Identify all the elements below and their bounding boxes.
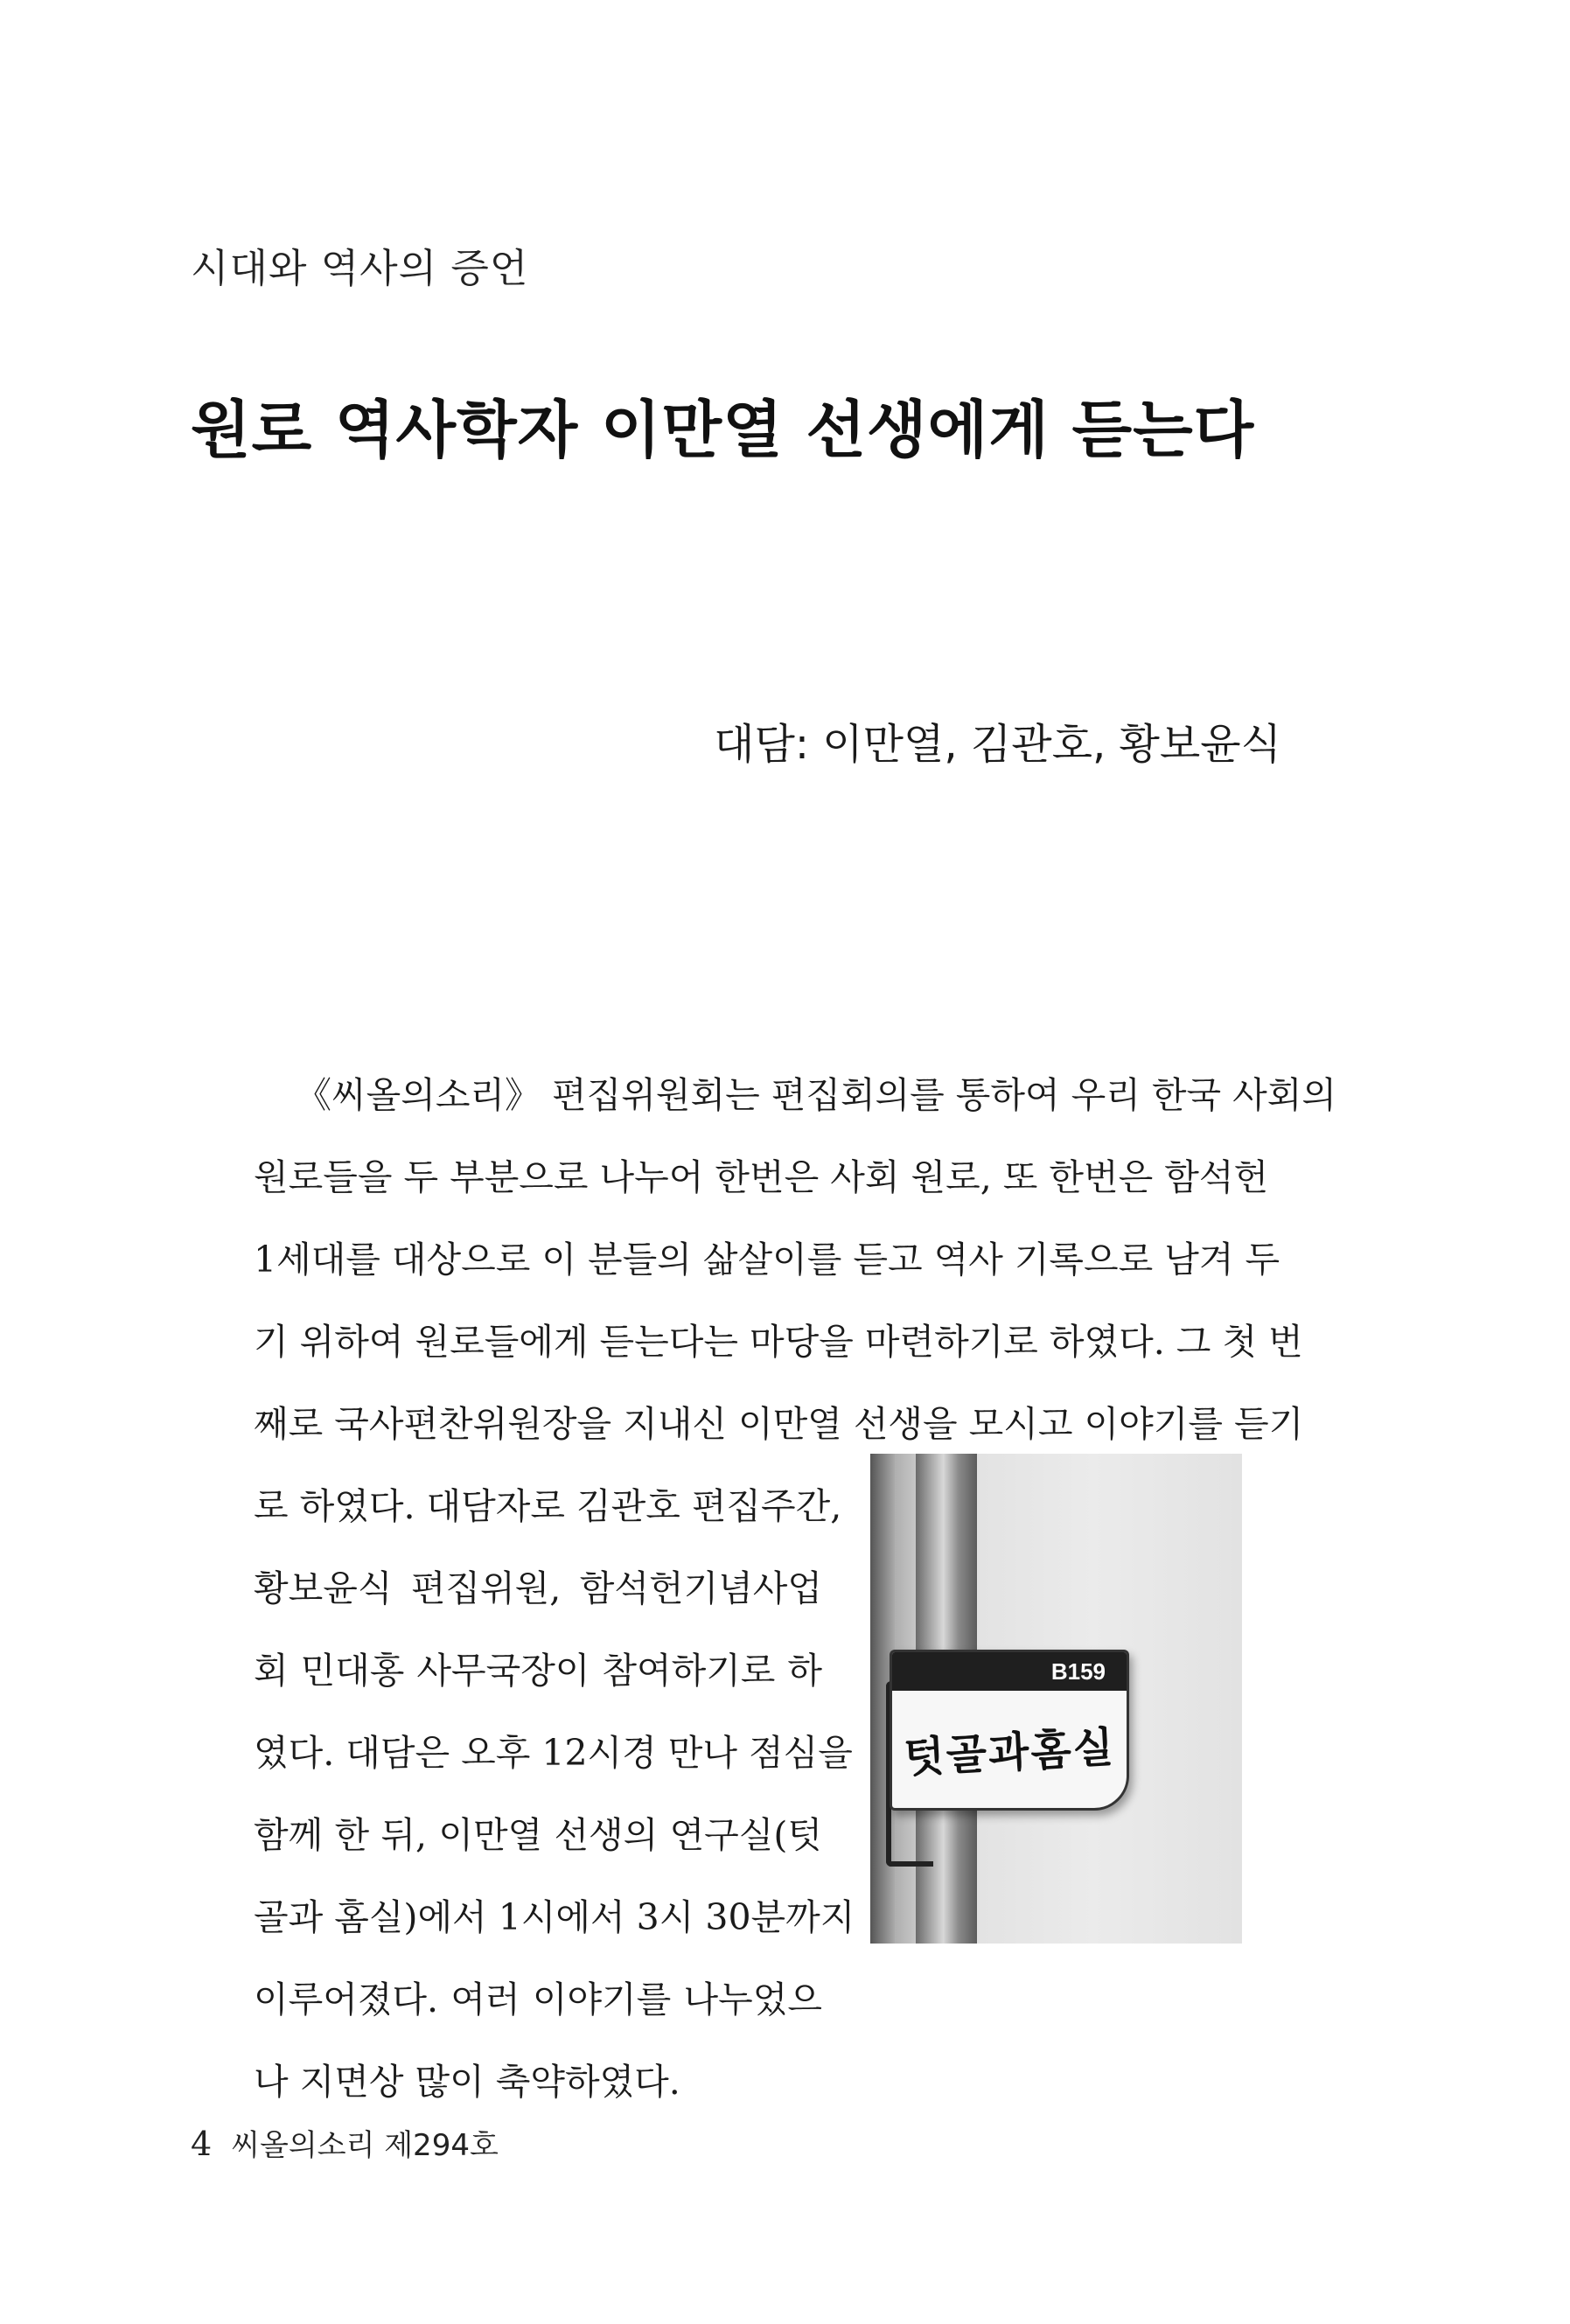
body-line: 골과 홈실)에서 1시에서 3시 30분까지 (254, 1896, 855, 1938)
body-line: 째로 국사편찬위원장을 지내신 이만열 선생을 모시고 이야기를 듣기 (254, 1403, 1304, 1445)
body-line: 기 위하여 원로들에게 듣는다는 마당을 마련하기로 하였다. 그 첫 번 (254, 1321, 1303, 1363)
journal-issue: 씨올의소리 제294호 (231, 2128, 499, 2163)
page-number: 4 (191, 2125, 213, 2163)
room-number: B159 (892, 1652, 1127, 1691)
room-sign (890, 1650, 1129, 1811)
body-line: 였다. 대담은 오후 12시경 만나 점심을 (254, 1732, 853, 1774)
body-line: 회 민대홍 사무국장이 참여하기로 하 (254, 1650, 822, 1692)
page-footer (191, 2121, 499, 2164)
body-line: 로 하였다. 대담자로 김관호 편집주간, (254, 1485, 842, 1527)
article-title: 원로 역사학자 이만열 선생에게 듣는다 (191, 394, 1255, 466)
series-label: 시대와 역사의 증언 (191, 245, 529, 291)
body-line: 황보윤식 편집위원, 함석헌기념사업 (254, 1567, 822, 1609)
body-line: 원로들을 두 부분으로 나누어 한번은 사회 원로, 또 한번은 함석헌 (254, 1156, 1269, 1198)
participants-line: 대담: 이만열, 김관호, 황보윤식 (714, 720, 1281, 769)
room-sign-text: 텃골과홈실 (903, 1722, 1117, 1783)
body-line: 1세대를 대상으로 이 분들의 삶살이를 듣고 역사 기록으로 남겨 두 (254, 1239, 1280, 1281)
office-sign-photo (870, 1454, 1242, 1944)
body-line: 함께 한 뒤, 이만열 선생의 연구실(텃 (254, 1814, 822, 1856)
body-line: 나 지면상 많이 축약하였다. (254, 2061, 680, 2103)
body-line: 《씨올의소리》 편집위원회는 편집회의를 통하여 우리 한국 사회의 (296, 1074, 1336, 1116)
body-line: 이루어졌다. 여러 이야기를 나누었으 (254, 1979, 822, 2020)
